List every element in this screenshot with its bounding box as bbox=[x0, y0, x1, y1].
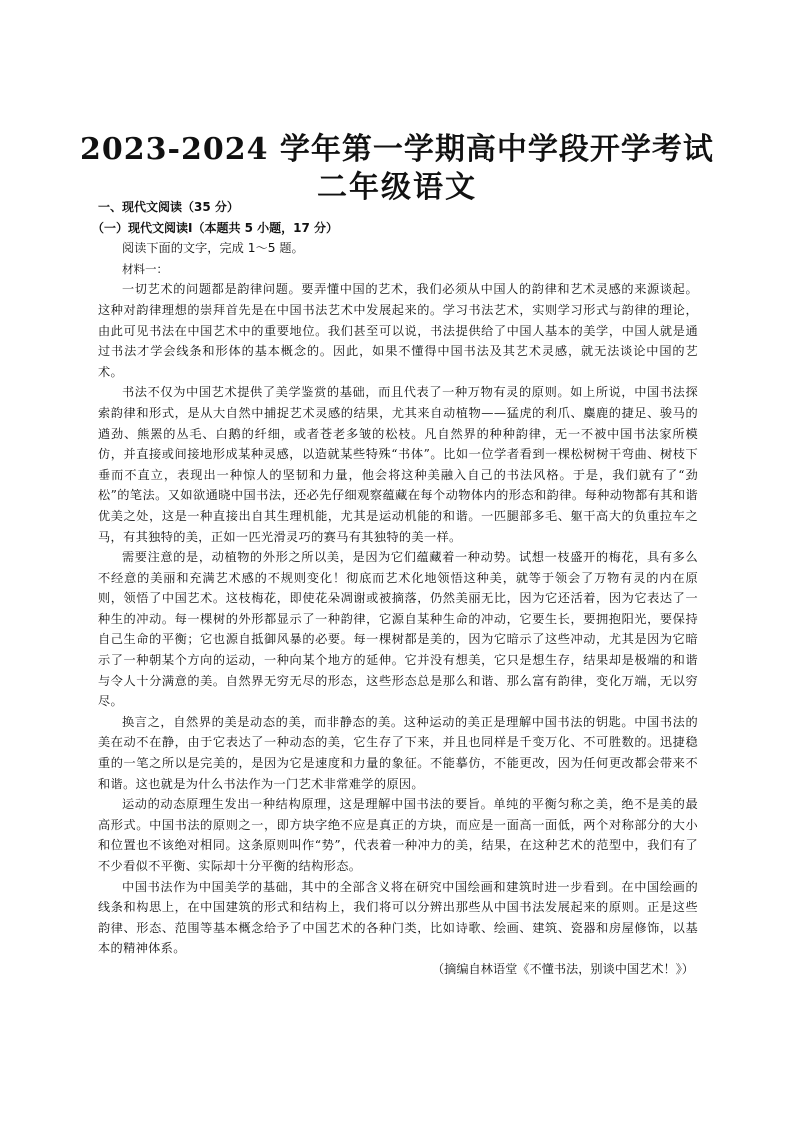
material-label: 材料一： bbox=[122, 261, 168, 276]
reading-instruction: 阅读下面的文字，完成 1～5 题。 bbox=[122, 241, 304, 256]
exam-title: 2023-2024 学年第一学期高中学段开学考试 bbox=[80, 132, 714, 167]
source-citation: （摘编自林语堂《不懂书法，别谈中国艺术！》） bbox=[431, 961, 694, 976]
body-paragraph-2: 书法不仅为中国艺术提供了美学鉴赏的基础，而且代表了一种万物有灵的原则。如上所说，中国书法探索韵律和形式，是从大自然中捕捉艺术灵感的结果，尤其来自动植物——猛虎的利爪、麋鹿的捷足、骏马的遒劲、熊罴的丛毛、白鹅的纤细，或者苍老多皱的松枝。凡自然界的种种韵律，无一不被中国书法家所模仿，并直接或间接地形成某种灵感，以造就某些特殊“书体”。比如一位学者看到一棵松树树干弯曲、树枝下垂而不直立，表现出一种惊人的坚韧和力量，他会将这种美融入自己的书法风格。于是，我们就有了“劲松”的笔法。又如欲通晓中国书法，还必先仔细观察蕴藏在每个动物体内的形态和韵律。每种动物都有其和谐优美之处，这是一种直接出自其生理机能，尤其是运动机能的和谐。一匹腿部多毛、躯干高大的负重拉车之马，有其独特的美，正如一匹光滑灵巧的赛马有其独特的美一样。 bbox=[98, 385, 698, 544]
body-paragraph-5: 运动的动态原理生发出一种结构原理，这是理解中国书法的要旨。单纯的平衡匀称之美，绝不是美的最高形式。中国书法的原则之一，即方块字绝不应是真正的方块，而应是一面高一面低，两个对称部分的大小和位置也不该绝对相同。这条原则叫作“势”，代表着一种冲力的美，结果，在这种艺术的范型中，我们有了不少看似不平衡、实际却十分平衡的结构形态。 bbox=[98, 797, 698, 873]
subsection-heading: （一）现代文阅读Ⅰ（本题共 5 小题，17 分） bbox=[92, 220, 339, 235]
body-paragraph-3: 需要注意的是，动植物的外形之所以美，是因为它们蕴藏着一种动势。试想一枝盛开的梅花，具有多么不经意的美丽和充满艺术感的不规则变化！彻底而艺术化地领悟这种美，就等于领会了万物有灵的内在原则，领悟了中国艺术。这枝梅花，即使花朵凋谢或被摘落，仍然美丽无比，因为它还活着，因为它表达了一种生的冲动。每一棵树的外形都显示了一种韵律，它源自某种生命的冲动，它要生长，要拥抱阳光，要保持自己生命的平衡；它也源自抵御风暴的必要。每一棵树都是美的，因为它暗示了这些冲动，尤其是因为它暗示了一种朝某个方向的运动，一种向某个地方的延伸。它并没有想美，它只是想生存，结果却是极端的和谐与令人十分满意的美。自然界无穷无尽的形态，这些形态总是那么和谐、那么富有韵律，变化万端，无以穷尽。 bbox=[98, 550, 698, 709]
section-heading: 一、现代文阅读（35 分） bbox=[98, 200, 239, 214]
body-paragraph-4: 换言之，自然界的美是动态的美，而非静态的美。这种运动的美正是理解中国书法的钥匙。中国书法的美在动不在静，由于它表达了一种动态的美，它生存了下来，并且也同样是千变万化、不可胜数的。迅捷稳重的一笔之所以是完美的，是因为它是速度和力量的象征。不能摹仿，不能更改，因为任何更改都会带来不和谐。这也就是为什么书法作为一门艺术非常难学的原因。 bbox=[98, 714, 698, 791]
body-paragraph-6: 中国书法作为中国美学的基础，其中的全部含义将在研究中国绘画和建筑时进一步看到。在中国绘画的线条和构思上，在中国建筑的形式和结构上，我们将可以分辨出那些从中国书法发展起来的原则。正是这些韵律、形态、范围等基本概念给予了中国艺术的各种门类，比如诗歌、绘画、建筑、瓷器和房屋修饰，以基本的精神体系。 bbox=[98, 879, 698, 956]
exam-subtitle: 二年级语文 bbox=[317, 170, 477, 205]
document-body bbox=[92, 197, 698, 980]
body-paragraph-1: 一切艺术的问题都是韵律问题。要弄懂中国的艺术，我们必须从中国人的韵律和艺术灵感的来源谈起。这种对韵律理想的崇拜首先是在中国书法艺术中发展起来的。学习书法艺术，实则学习形式与韵律的理论，由此可见书法在中国艺术中的重要地位。我们甚至可以说，书法提供给了中国人基本的美学，中国人就是通过书法才学会线条和形体的基本概念的。因此，如果不懂得中国书法及其艺术灵感，就无法谈论中国的艺术。 bbox=[98, 282, 698, 379]
